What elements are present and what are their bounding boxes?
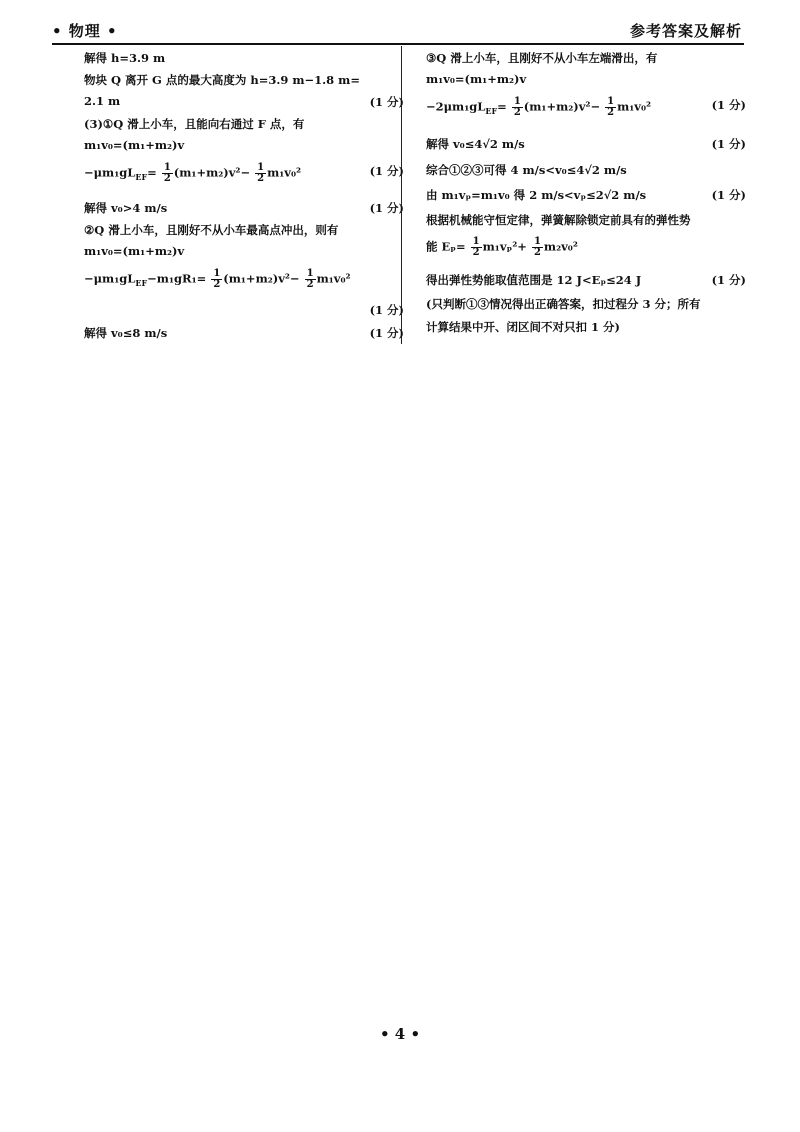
- score-mark: (1 分): [369, 95, 404, 109]
- score-mark: (1 分): [369, 326, 404, 340]
- score-mark: (1 分): [369, 164, 404, 178]
- fraction: $\frac{1}{2}$: [607, 96, 615, 118]
- fraction: $\frac{1}{2}$: [163, 162, 171, 184]
- fraction: $\frac{1}{2}$: [306, 268, 314, 290]
- fraction: $\frac{1}{2}$: [213, 268, 221, 290]
- score-mark: (1 分): [711, 137, 746, 151]
- subject-label: • 物理 •: [52, 22, 118, 40]
- document-title: 参考答案及解析: [629, 22, 742, 40]
- page-number: • 4 •: [379, 1025, 421, 1043]
- header-divider: [52, 43, 744, 45]
- column-divider: [401, 46, 402, 344]
- score-mark: (1 分): [369, 303, 404, 317]
- fraction: $\frac{1}{2}$: [533, 236, 541, 258]
- fraction: $\frac{1}{2}$: [513, 96, 521, 118]
- score-mark: (1 分): [711, 188, 746, 202]
- score-mark: (1 分): [711, 98, 746, 112]
- score-mark: (1 分): [369, 201, 404, 215]
- fraction: $\frac{1}{2}$: [257, 162, 265, 184]
- fraction: $\frac{1}{2}$: [472, 236, 480, 258]
- score-mark: (1 分): [711, 273, 746, 287]
